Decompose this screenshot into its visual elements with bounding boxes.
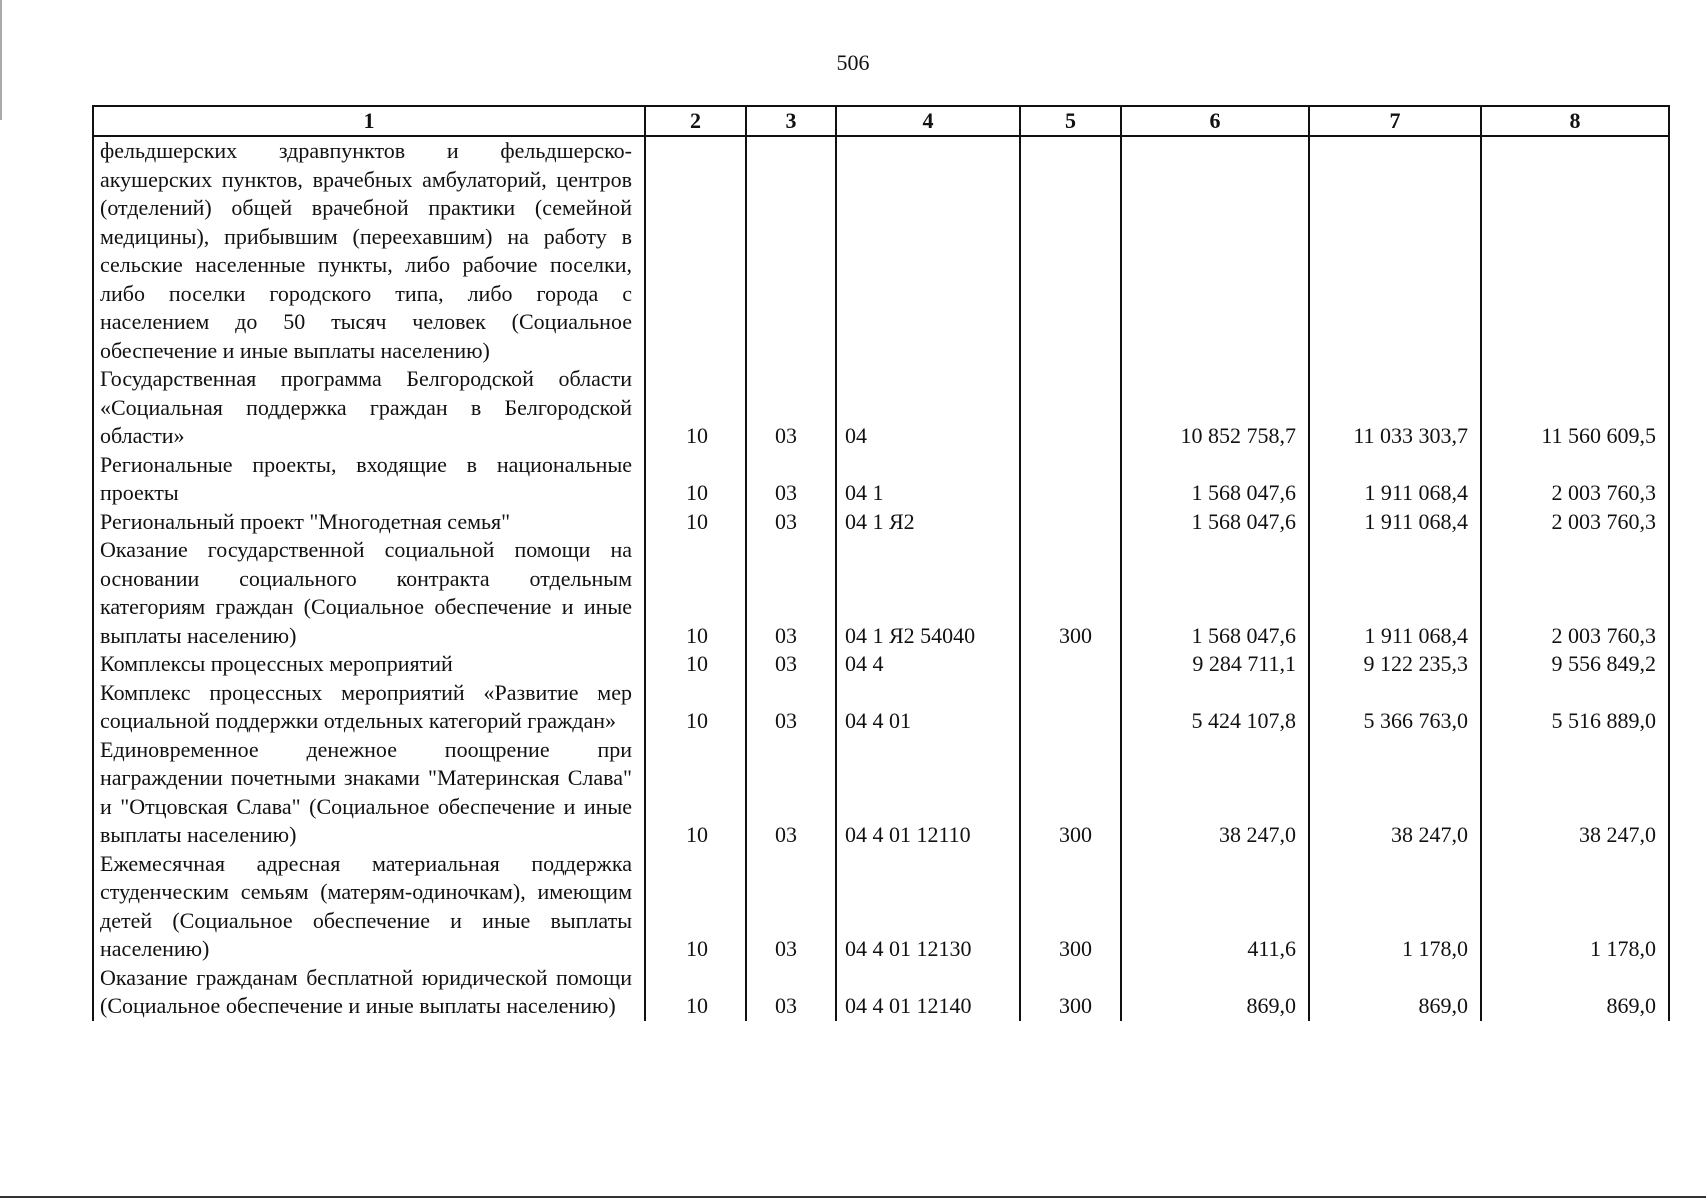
header-col-3: 3 (746, 106, 836, 136)
row-section: 10 (645, 451, 746, 508)
row-expense-type (1020, 679, 1121, 736)
row-amount-col8: 2 003 760,3 (1481, 451, 1669, 508)
row-section: 10 (645, 679, 746, 736)
row-target-article: 04 4 01 12140 (836, 964, 1020, 1021)
row-amount-col8: 38 247,0 (1481, 736, 1669, 850)
row-amount-col7: 869,0 (1309, 964, 1481, 1021)
row-section: 10 (645, 736, 746, 850)
row-target-article: 04 4 01 12110 (836, 736, 1020, 850)
table-body (93, 136, 1669, 1021)
header-col-7: 7 (1309, 106, 1481, 136)
row-expense-type: 300 (1020, 536, 1121, 650)
table-row (93, 964, 1669, 1021)
row-description: фельдшерских здравпунктов и фельдшерско-акушерских пунктов, врачебных амбулаторий, центров (отделений) общей врачебной практики (семейной медицины), прибывшим (переехавшим) на работу в сельские населенные пункты, либо рабочие поселки, либо поселки городского типа, либо города с населением до 50 тысяч человек (Социальное обеспечение и иные выплаты населению) (93, 136, 645, 365)
row-amount-col8: 2 003 760,3 (1481, 508, 1669, 537)
row-amount-col8: 9 556 849,2 (1481, 650, 1669, 679)
row-description: Оказание государственной социальной помощи на основании социального контракта отдельным категориям граждан (Социальное обеспечение и иные выплаты населению) (93, 536, 645, 650)
row-description: Комплексы процессных мероприятий (93, 650, 645, 679)
table-row (93, 736, 1669, 850)
row-section: 10 (645, 536, 746, 650)
row-target-article: 04 1 Я2 (836, 508, 1020, 537)
table-row (93, 536, 1669, 650)
table-row (93, 508, 1669, 537)
row-description: Ежемесячная адресная материальная поддержка студенческим семьям (матерям-одиночкам), имеющим детей (Социальное обеспечение и иные выплаты населению) (93, 850, 645, 964)
row-expense-type: 300 (1020, 850, 1121, 964)
row-subsection: 03 (746, 850, 836, 964)
row-amount-col7: 1 911 068,4 (1309, 508, 1481, 537)
budget-table (92, 105, 1670, 1021)
table-row (93, 650, 1669, 679)
row-expense-type (1020, 365, 1121, 451)
row-target-article: 04 (836, 365, 1020, 451)
row-target-article: 04 1 (836, 451, 1020, 508)
table-row (93, 679, 1669, 736)
row-amount-col7: 9 122 235,3 (1309, 650, 1481, 679)
row-subsection (746, 136, 836, 365)
row-subsection: 03 (746, 650, 836, 679)
row-subsection: 03 (746, 679, 836, 736)
row-amount-col7: 1 911 068,4 (1309, 536, 1481, 650)
header-col-2: 2 (645, 106, 746, 136)
header-col-6: 6 (1121, 106, 1309, 136)
row-subsection: 03 (746, 365, 836, 451)
row-section: 10 (645, 650, 746, 679)
row-target-article: 04 4 01 (836, 679, 1020, 736)
row-expense-type: 300 (1020, 736, 1121, 850)
row-target-article: 04 4 (836, 650, 1020, 679)
row-amount-col6 (1121, 136, 1309, 365)
row-amount-col8 (1481, 136, 1669, 365)
row-subsection: 03 (746, 508, 836, 537)
table-header (93, 106, 1669, 136)
row-amount-col8: 1 178,0 (1481, 850, 1669, 964)
row-expense-type (1020, 451, 1121, 508)
row-subsection: 03 (746, 451, 836, 508)
row-expense-type (1020, 508, 1121, 537)
row-description: Государственная программа Белгородской области «Социальная поддержка граждан в Белгородской области» (93, 365, 645, 451)
row-subsection: 03 (746, 736, 836, 850)
row-section: 10 (645, 365, 746, 451)
header-col-5: 5 (1020, 106, 1121, 136)
row-amount-col8: 869,0 (1481, 964, 1669, 1021)
row-amount-col6: 9 284 711,1 (1121, 650, 1309, 679)
row-expense-type (1020, 136, 1121, 365)
row-description: Региональные проекты, входящие в национальные проекты (93, 451, 645, 508)
row-amount-col7: 11 033 303,7 (1309, 365, 1481, 451)
row-amount-col7 (1309, 136, 1481, 365)
row-amount-col6: 38 247,0 (1121, 736, 1309, 850)
table-row (93, 365, 1669, 451)
row-description: Комплекс процессных мероприятий «Развитие мер социальной поддержки отдельных категорий граждан» (93, 679, 645, 736)
row-target-article: 04 4 01 12130 (836, 850, 1020, 964)
row-amount-col8: 5 516 889,0 (1481, 679, 1669, 736)
row-amount-col7: 1 178,0 (1309, 850, 1481, 964)
row-subsection: 03 (746, 536, 836, 650)
header-row (93, 106, 1669, 136)
row-expense-type (1020, 650, 1121, 679)
row-description: Региональный проект "Многодетная семья" (93, 508, 645, 537)
row-amount-col8: 11 560 609,5 (1481, 365, 1669, 451)
row-amount-col6: 411,6 (1121, 850, 1309, 964)
row-subsection: 03 (746, 964, 836, 1021)
row-amount-col7: 38 247,0 (1309, 736, 1481, 850)
row-amount-col8: 2 003 760,3 (1481, 536, 1669, 650)
row-amount-col7: 5 366 763,0 (1309, 679, 1481, 736)
row-amount-col7: 1 911 068,4 (1309, 451, 1481, 508)
row-target-article (836, 136, 1020, 365)
table-row (93, 136, 1669, 365)
page-number: 506 (836, 50, 870, 75)
row-expense-type: 300 (1020, 964, 1121, 1021)
row-amount-col6: 1 568 047,6 (1121, 451, 1309, 508)
row-section: 10 (645, 964, 746, 1021)
row-amount-col6: 1 568 047,6 (1121, 536, 1309, 650)
row-amount-col6: 869,0 (1121, 964, 1309, 1021)
row-target-article: 04 1 Я2 54040 (836, 536, 1020, 650)
row-description: Единовременное денежное поощрение при награждении почетными знаками "Материнская Слава" и "Отцовская Слава" (Социальное обеспечение и иные выплаты населению) (93, 736, 645, 850)
row-section: 10 (645, 508, 746, 537)
row-amount-col6: 5 424 107,8 (1121, 679, 1309, 736)
row-amount-col6: 1 568 047,6 (1121, 508, 1309, 537)
header-col-4: 4 (836, 106, 1020, 136)
header-col-8: 8 (1481, 106, 1669, 136)
table-row (93, 451, 1669, 508)
table-row (93, 850, 1669, 964)
row-section: 10 (645, 850, 746, 964)
row-description: Оказание гражданам бесплатной юридической помощи (Социальное обеспечение и иные выплаты населению) (93, 964, 645, 1021)
row-section (645, 136, 746, 365)
row-amount-col6: 10 852 758,7 (1121, 365, 1309, 451)
header-col-1: 1 (93, 106, 645, 136)
page-bottom-rule (0, 1196, 1706, 1198)
